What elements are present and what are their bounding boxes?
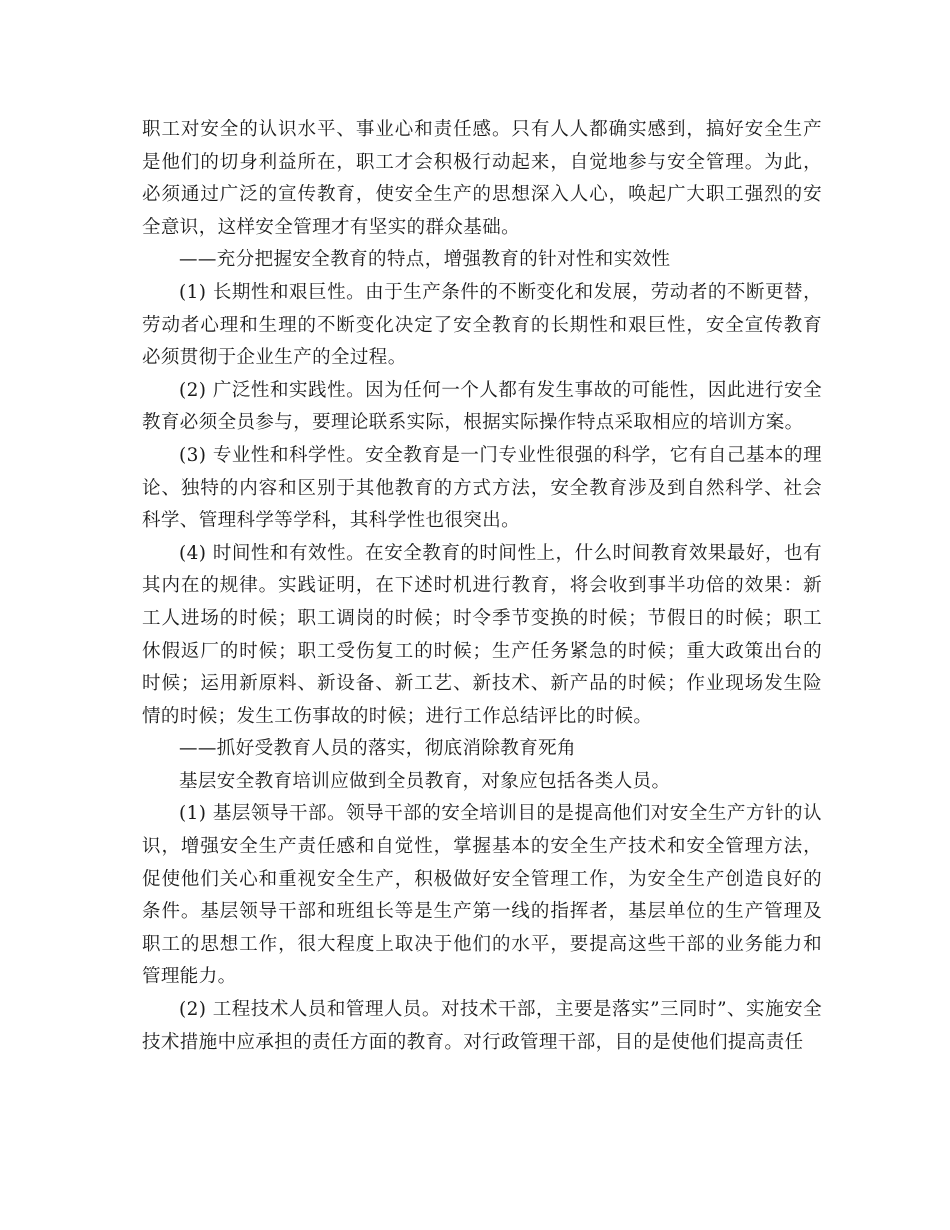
paragraph-all-staff: 基层安全教育培训应做到全员教育，对象应包括各类人员。 <box>179 770 671 792</box>
paragraph-timeliness: (4) 时间性和有效性。在安全教育的时间性上，什么时间教育效果最好，也有其内在的规律。实践证明，在下述时机进行教育，将会收到事半功倍的效果：新工人进场的时候；职工调岗的时候；时令季节变换的时候；节假日的时候；职工休假返厂的时候；职工受伤复工的时候；生产任务紧急的时候；重大政策出台的时候；运用新原料、新设备、新工艺、新技术、新产品的时候；作业现场发生险情的时候；发生工伤事故的时候；进行工作总结评比的时候。 <box>142 542 822 727</box>
document-body <box>142 114 822 1059</box>
paragraph-grassroots-leaders: (1) 基层领导干部。领导干部的安全培训目的是提高他们对安全生产方针的认识，增强安全生产责任感和自觉性，掌握基本的安全生产技术和安全管理方法，促使他们关心和重视安全生产，积极做好安全管理工作，为安全生产创造良好的条件。基层领导干部和班组长等是生产第一线的指挥者，基层单位的生产管理及职工的思想工作，很大程度上取决于他们的水平，要提高这些干部的业务能力和管理能力。 <box>142 803 822 988</box>
paragraph-continuation: 职工对安全的认识水平、事业心和责任感。只有人人都确实感到，搞好安全生产是他们的切身利益所在，职工才会积极行动起来，自觉地参与安全管理。为此，必须通过广泛的宣传教育，使安全生产的思想深入人心，唤起广大职工强烈的安全意识，这样安全管理才有坚实的群众基础。 <box>142 119 822 238</box>
section-heading-education-features: ——充分把握安全教育的特点，增强教育的针对性和实效性 <box>179 249 671 271</box>
paragraph-broad-practical: (2) 广泛性和实践性。因为任何一个人都有发生事故的可能性，因此进行安全教育必须全员参与，要理论联系实际，根据实际操作特点采取相应的培训方案。 <box>142 379 822 434</box>
section-heading-personnel: ——抓好受教育人员的落实，彻底消除教育死角 <box>179 738 576 760</box>
paragraph-engineers-managers: (2) 工程技术人员和管理人员。对技术干部，主要是落实”三同时”、实施安全技术措施中应承担的责任方面的教育。对行政管理干部，目的是使他们提高责任 <box>142 999 822 1053</box>
paragraph-long-term: (1) 长期性和艰巨性。由于生产条件的不断变化和发展，劳动者的不断更替，劳动者心理和生理的不断变化决定了安全教育的长期性和艰巨性，安全宣传教育必须贯彻于企业生产的全过程。 <box>142 281 822 369</box>
paragraph-professional-scientific: (3) 专业性和科学性。安全教育是一门专业性很强的科学，它有自己基本的理论、独特的内容和区别于其他教育的方式方法，安全教育涉及到自然科学、社会科学、管理科学等学科，其科学性也很突出。 <box>142 444 822 532</box>
